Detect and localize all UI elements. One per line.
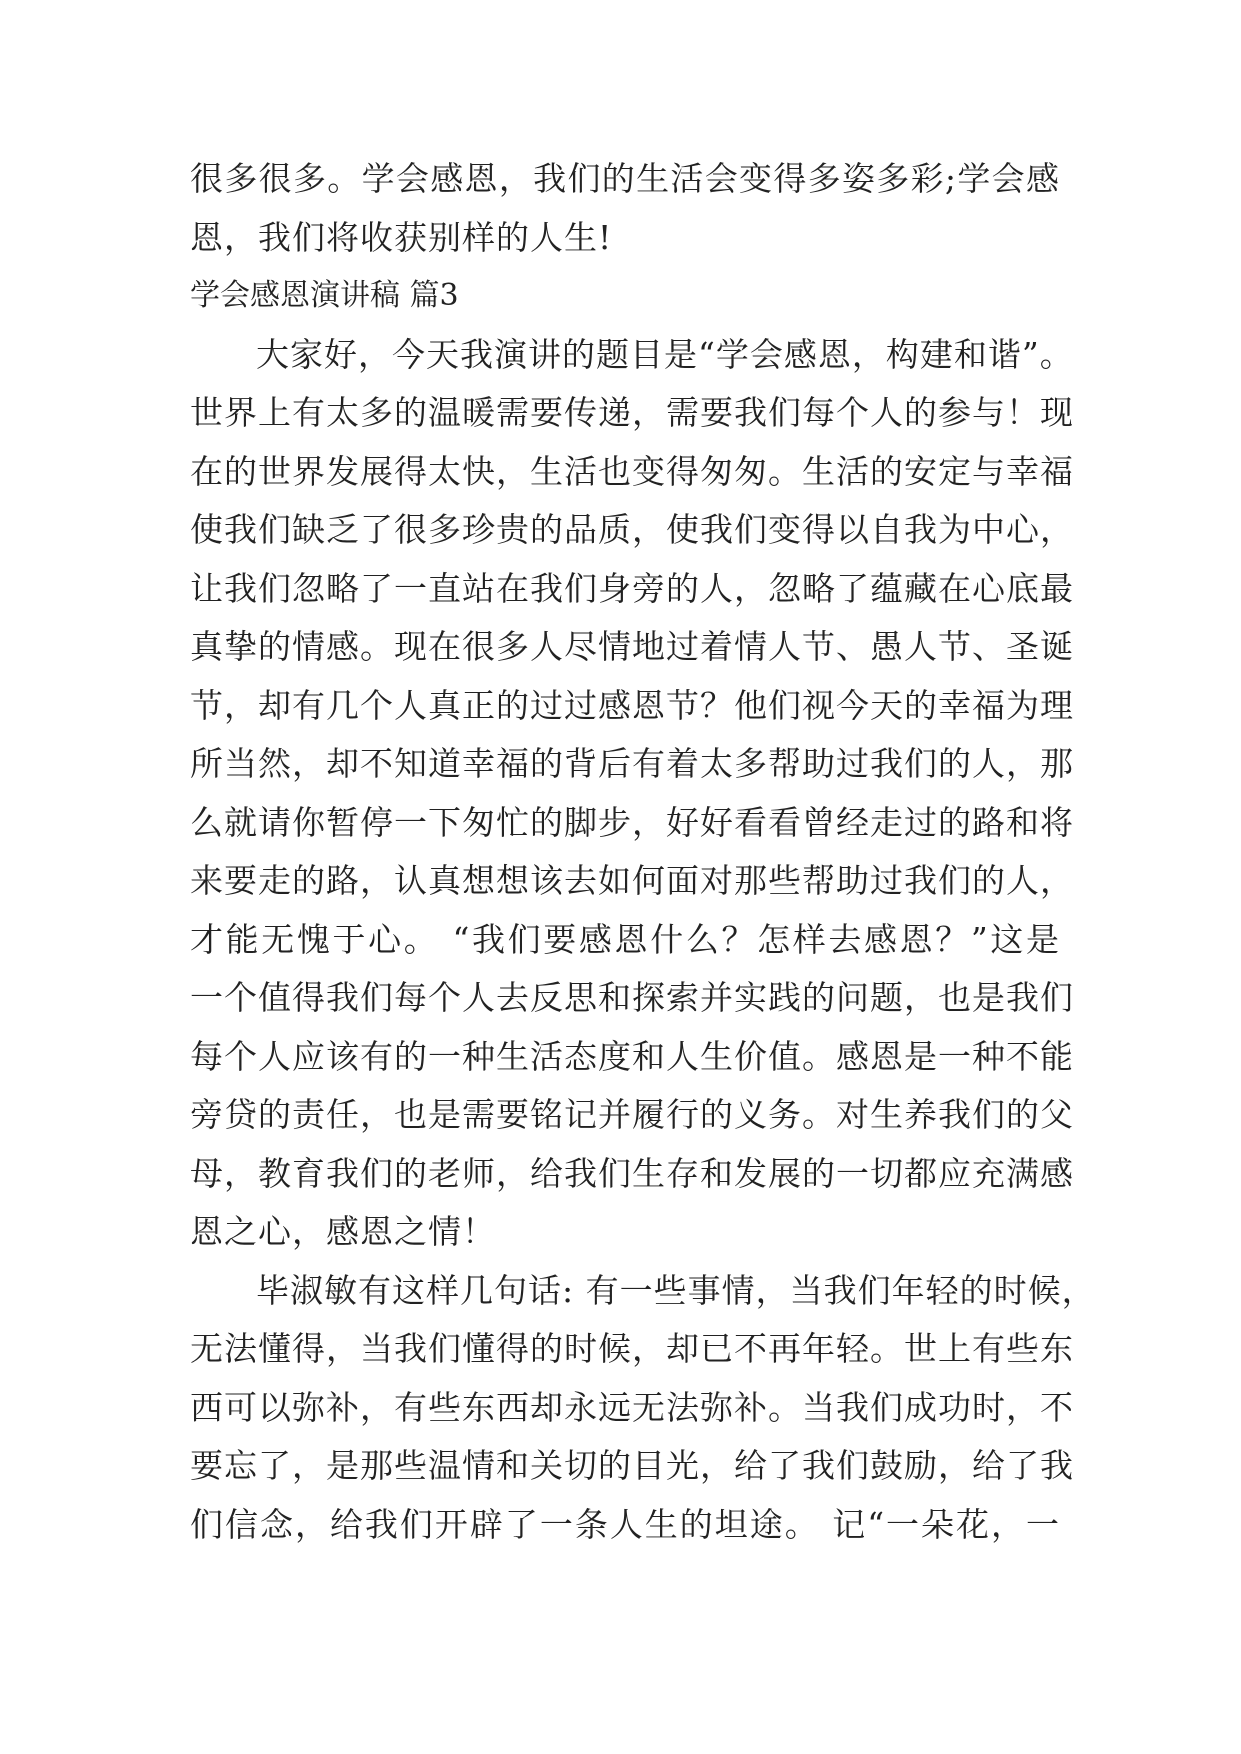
text-line: 每个人应该有的一种生活态度和人生价值。感恩是一种不能 xyxy=(190,1036,1074,1076)
text-line: 母，教育我们的老师，给我们生存和发展的一切都应充满感 xyxy=(190,1153,1074,1193)
text-line: 毕淑敏有这样几句话: 有一些事情，当我们年轻的时候， xyxy=(256,1270,1096,1310)
text-line: 要忘了，是那些温情和关切的目光，给了我们鼓励，给了我 xyxy=(190,1446,1074,1485)
paragraph-intro xyxy=(190,326,1074,1262)
text-line: 所当然，却不知道幸福的背后有着太多帮助过我们的人，那 xyxy=(190,744,1074,783)
text-line: 很多很多。学会感恩，我们的生活会变得多姿多彩;学会感 xyxy=(190,159,1060,198)
text-line: 无法懂得，当我们懂得的时候，却已不再年轻。世上有些东 xyxy=(190,1329,1074,1368)
paragraph-continuation xyxy=(190,150,1060,267)
text-line: 节，却有几个人真正的过过感恩节？他们视今天的幸福为理 xyxy=(190,685,1074,725)
text-line: 们信念，给我们开辟了一条人生的坦途。 记“一朵花，一 xyxy=(190,1504,1060,1544)
text-line: 在的世界发展得太快，生活也变得匆匆。生活的安定与幸福 xyxy=(190,451,1074,491)
text-line: 让我们忽略了一直站在我们身旁的人，忽略了蕴藏在心底最 xyxy=(190,568,1074,608)
text-line: 大家好，今天我演讲的题目是“学会感恩，构建和谐”。 xyxy=(256,334,1074,374)
text-line: 恩之心，感恩之情！ xyxy=(190,1212,496,1251)
text-line: 一个值得我们每个人去反思和探索并实践的问题，也是我们 xyxy=(190,978,1074,1017)
text-line: 才能无愧于心。 “我们要感恩什么？怎样去感恩？”这是 xyxy=(190,919,1060,959)
text-line: 么就请你暂停一下匆忙的脚步，好好看看曾经走过的路和将 xyxy=(190,802,1074,842)
text-line: 真挚的情感。现在很多人尽情地过着情人节、愚人节、圣诞 xyxy=(190,627,1074,666)
text-line: 使我们缺乏了很多珍贵的品质，使我们变得以自我为中心， xyxy=(190,510,1074,549)
text-line: 西可以弥补，有些东西却永远无法弥补。当我们成功时，不 xyxy=(190,1387,1074,1427)
document-text xyxy=(190,150,1096,1554)
text-line: 来要走的路，认真想想该去如何面对那些帮助过我们的人， xyxy=(190,861,1074,900)
text-line: 世界上有太多的温暖需要传递，需要我们每个人的参与！现 xyxy=(190,393,1074,432)
text-line: 恩，我们将收获别样的人生! xyxy=(190,217,613,257)
paragraph-quote xyxy=(190,1262,1096,1555)
text-line: 旁贷的责任，也是需要铭记并履行的义务。对生养我们的父 xyxy=(190,1095,1074,1134)
section-heading: 学会感恩演讲稿 篇3 xyxy=(190,278,459,313)
